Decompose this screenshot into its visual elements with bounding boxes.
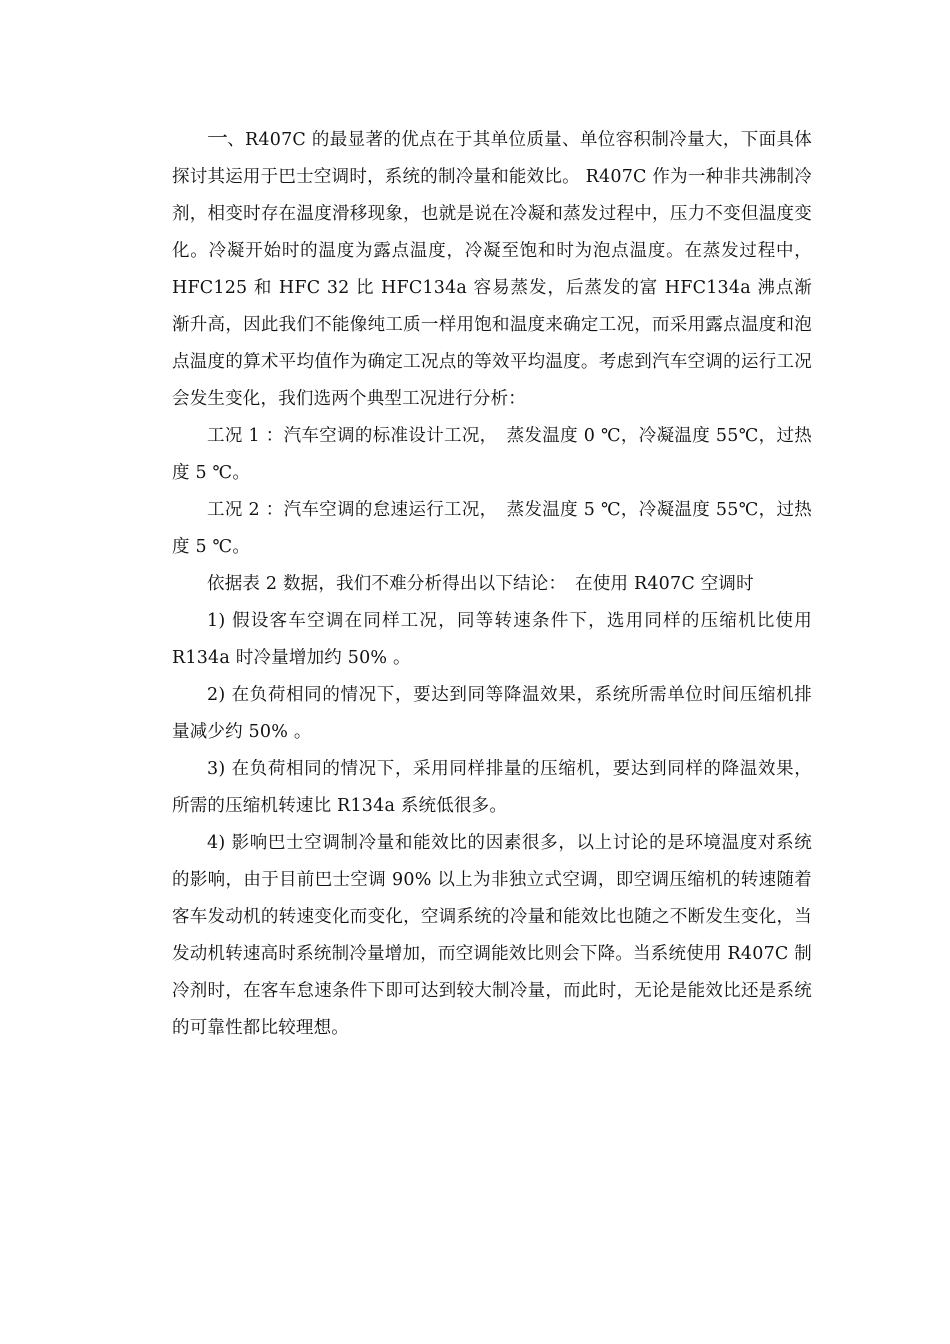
paragraph-intro-text: 、R407C 的最显著的优点在于其单位质量、单位容积制冷量大，下面具体探讨其运用于巴士空调时，系统的制冷量和能效比。 R407C 作为一种非共沸制冷剂，相变时存在温度滑移现象，也就是说在冷凝和蒸发过程中，压力不变但温度变化。冷凝开始时的温度为露点温度，冷凝至饱和时为泡点温度。在蒸发过程中，HFC125 和 HFC 32 比 HFC134a 容易蒸发，后蒸发的富 HFC134a 沸点渐渐升高，因此我们不能像纯工质一样用饱和温度来确定工况，而采用露点温度和泡点温度的算术平均值作为确定工况点的等效平均温度。考虑到汽车空调的运行工况会发生变化，我们选两个典型工况进行分析： [172, 130, 813, 409]
paragraph-point-2: 2) 在负荷相同的情况下，要达到同等降温效果，系统所需单位时间压缩机排量减少约 50% 。 [172, 685, 812, 742]
paragraph-condition-1: 工况 1 ：汽车空调的标准设计工况， 蒸发温度 0 ℃，冷凝温度 55℃，过热度 5 ℃。 [172, 426, 812, 483]
paragraph-conclusion-lead: 依据表 2 数据，我们不难分析得出以下结论： 在使用 R407C 空调时 [207, 574, 754, 594]
paragraph-intro [172, 120, 812, 418]
paragraph-point-1: 1) 假设客车空调在同样工况，同等转速条件下，选用同样的压缩机比使用 R134a 时冷量增加约 50% 。 [172, 611, 812, 668]
paragraph-point-4: 4) 影响巴士空调制冷量和能效比的因素很多，以上讨论的是环境温度对系统的影响，由于目前巴士空调 90% 以上为非独立式空调，即空调压缩机的转速随着客车发动机的转速变化而变化，空调系统的冷量和能效比也随之不断发生变化，当发动机转速高时系统制冷量增加，而空调能效比则会下降。当系统使用 R407C 制冷剂时，在客车怠速条件下即可达到较大制冷量，而此时，无论是能效比还是系统的可靠性都比较理想。 [172, 833, 812, 1038]
section-number: 一 [207, 126, 228, 150]
body-text [172, 120, 812, 1047]
paragraph-condition-2: 工况 2 ：汽车空调的怠速运行工况， 蒸发温度 5 ℃，冷凝温度 55℃，过热度 5 ℃。 [172, 500, 812, 557]
paragraph-point-3: 3) 在负荷相同的情况下，采用同样排量的压缩机，要达到同样的降温效果，所需的压缩机转速比 R134a 系统低很多。 [172, 759, 812, 816]
